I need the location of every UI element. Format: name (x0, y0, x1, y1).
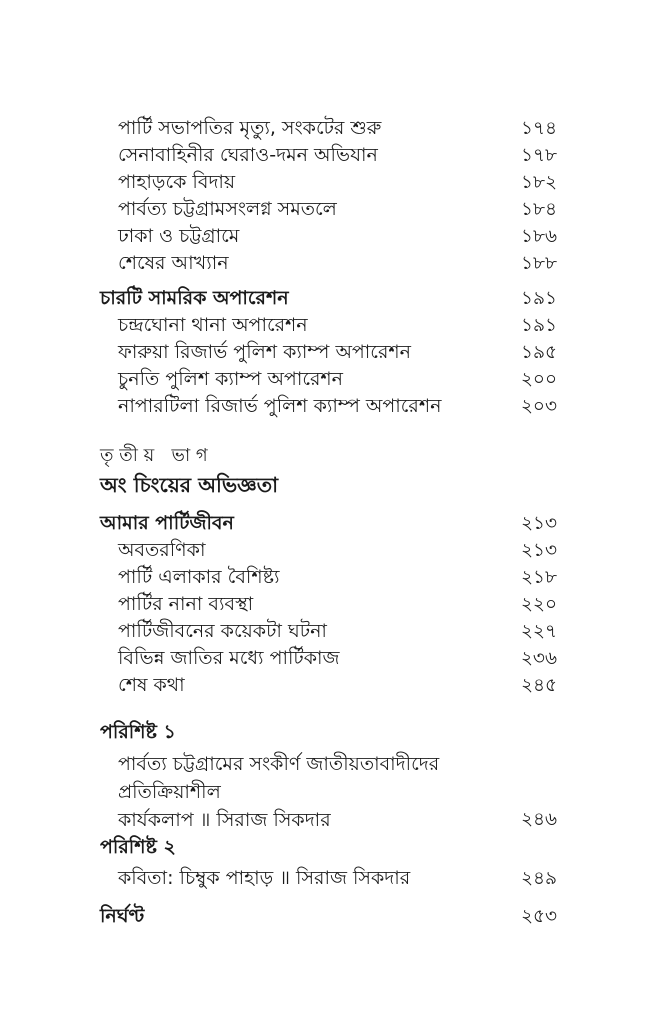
part-kicker: তৃতীয় ভাগ (100, 445, 214, 466)
toc-entry-page-number: ১৮৮ (520, 253, 557, 274)
toc-entry-label-line2: কার্যকলাপ ॥ সিরাজ সিকদার (118, 809, 331, 831)
toc-entry-lines (100, 142, 509, 169)
toc-entry (100, 719, 557, 746)
toc-entry (100, 591, 557, 618)
toc-entry-label: চুনতি পুলিশ ক্যাম্প অপারেশন (118, 368, 343, 390)
toc-entry-page-number: ১৭৪ (520, 118, 557, 139)
toc-entry-label: পার্বত্য চট্টগ্রামসংলগ্ন সমতলে (118, 198, 337, 220)
toc-entry (100, 645, 557, 672)
toc-entry (100, 865, 557, 892)
toc-entry-label: ফারুয়া রিজার্ভ পুলিশ ক্যাম্প অপারেশন (118, 341, 411, 363)
toc-entry-page-number: ২১৮ (520, 567, 557, 588)
toc-entry-lines (100, 312, 509, 339)
toc-block-military-operations (100, 285, 557, 420)
toc-entry-lines (100, 339, 509, 366)
toc-entry-label: বিভিন্ন জাতির মধ্যে পার্টিকাজ (118, 647, 340, 669)
toc-entry-lines (100, 510, 509, 537)
toc-entry-lines (100, 750, 509, 834)
toc-entry (100, 115, 557, 142)
toc-entry (100, 618, 557, 645)
toc-entry-lines (100, 865, 509, 892)
toc-entry-lines (100, 903, 509, 930)
toc-entry (100, 169, 557, 196)
toc-entry-label: সেনাবাহিনীর ঘেরাও-দমন অভিযান (118, 144, 378, 166)
toc-entry-label: অবতরণিকা (118, 539, 206, 561)
toc-entry-label: পার্টি সভাপতির মৃত্যু, সংকটের শুরু (118, 117, 382, 139)
toc-entry (100, 750, 557, 834)
toc-entry (100, 196, 557, 223)
toc-entry-page-number: ১৯১ (520, 315, 557, 336)
toc-entry-page-number: ১৯৫ (520, 342, 557, 363)
toc-entry (100, 250, 557, 277)
toc-entry (100, 339, 557, 366)
toc-entry-label: নির্ঘণ্ট (100, 905, 145, 927)
toc-block-index (100, 903, 557, 930)
toc-entry (100, 223, 557, 250)
toc-entry-lines (100, 223, 509, 250)
toc-entry-page-number: ২২০ (520, 594, 557, 615)
toc-entry-page-number: ২৫৩ (520, 906, 557, 927)
toc-entry-label: চন্দ্রঘোনা থানা অপারেশন (118, 314, 308, 336)
toc-entry-lines (100, 250, 509, 277)
toc-entry-lines (100, 285, 509, 312)
toc-entry-label: কবিতা: চিম্বুক পাহাড় ॥ সিরাজ সিকদার (118, 867, 411, 889)
toc-entry-label: পরিশিষ্ট ১ (100, 721, 176, 743)
toc-entry-page-number: ১৮৪ (520, 199, 557, 220)
toc-entry-lines (100, 618, 509, 645)
toc-entry-page-number: ১৮২ (520, 172, 557, 193)
toc-entry-label: শেষ কথা (118, 674, 185, 696)
toc-entry-page-number: ২১৩ (520, 540, 557, 561)
toc-entry-page-number: ২৪৫ (520, 675, 557, 696)
toc-entry-label: আমার পার্টিজীবন (100, 512, 234, 534)
toc-entry (100, 393, 557, 420)
toc-entry-label: পার্বত্য চট্টগ্রামের সংকীর্ণ জাতীয়তাবাদীদের প্রতিক্রিয়াশীল (118, 753, 440, 803)
toc-entry (100, 142, 557, 169)
toc-entry (100, 285, 557, 312)
toc-entry-page-number: ১৭৮ (520, 145, 557, 166)
toc-entry-page-number: ২০৩ (520, 396, 557, 417)
part-title: অং চিংয়ের অভিজ্ঞতা (100, 473, 279, 497)
toc-entry-page-number: ২৪৯ (520, 868, 557, 889)
toc-entry-label: পার্টির নানা ব্যবস্থা (118, 593, 254, 615)
toc-entry-page-number: ২৩৬ (520, 648, 557, 669)
toc-entry (100, 366, 557, 393)
toc-entry-lines (100, 672, 509, 699)
toc-entry-lines (100, 591, 509, 618)
toc-entry-page-number: ১৯১ (520, 288, 557, 309)
toc-entry-page-number: ১৮৬ (520, 226, 557, 247)
toc-entry (100, 903, 557, 930)
toc-entry-label: চারটি সামরিক অপারেশন (100, 287, 289, 309)
toc-entry-label: পার্টিজীবনের কয়েকটা ঘটনা (118, 620, 327, 642)
toc-entry-label: পার্টি এলাকার বৈশিষ্ট্য (118, 566, 280, 588)
toc-entry (100, 564, 557, 591)
toc-entry (100, 672, 557, 699)
toc-entry-lines (100, 834, 545, 861)
toc-block-part-three (100, 442, 557, 501)
toc-entry-lines (100, 719, 545, 746)
toc-entry (100, 834, 557, 861)
toc-entry (100, 312, 557, 339)
toc-entry-lines (100, 645, 509, 672)
toc-entry (100, 510, 557, 537)
toc-entry-lines (100, 196, 509, 223)
toc-block-chapter-sections (100, 115, 557, 277)
toc-entry-lines (100, 115, 509, 142)
toc-entry-label: পাহাড়কে বিদায় (118, 171, 236, 193)
toc-entry-lines (100, 564, 509, 591)
toc-block-appendices (100, 719, 557, 892)
toc-block-party-life (100, 510, 557, 699)
toc-entry-label: পরিশিষ্ট ২ (100, 836, 176, 858)
toc-entry-page-number: ২৪৬ (520, 809, 557, 830)
toc-entry-lines (100, 537, 509, 564)
toc-entry-lines (100, 169, 509, 196)
toc-entry-lines (100, 393, 509, 420)
toc-entry-page-number: ২০০ (520, 369, 557, 390)
toc-entry (100, 537, 557, 564)
table-of-contents (100, 115, 557, 930)
toc-entry-lines (100, 366, 509, 393)
toc-entry-label: নাপারটিলা রিজার্ভ পুলিশ ক্যাম্প অপারেশন (118, 395, 442, 417)
toc-entry-page-number: ২১৩ (520, 513, 557, 534)
toc-entry-label: ঢাকা ও চট্টগ্রামে (118, 225, 240, 247)
toc-entry-label: শেষের আখ্যান (118, 252, 229, 274)
toc-entry-page-number: ২২৭ (520, 621, 557, 642)
